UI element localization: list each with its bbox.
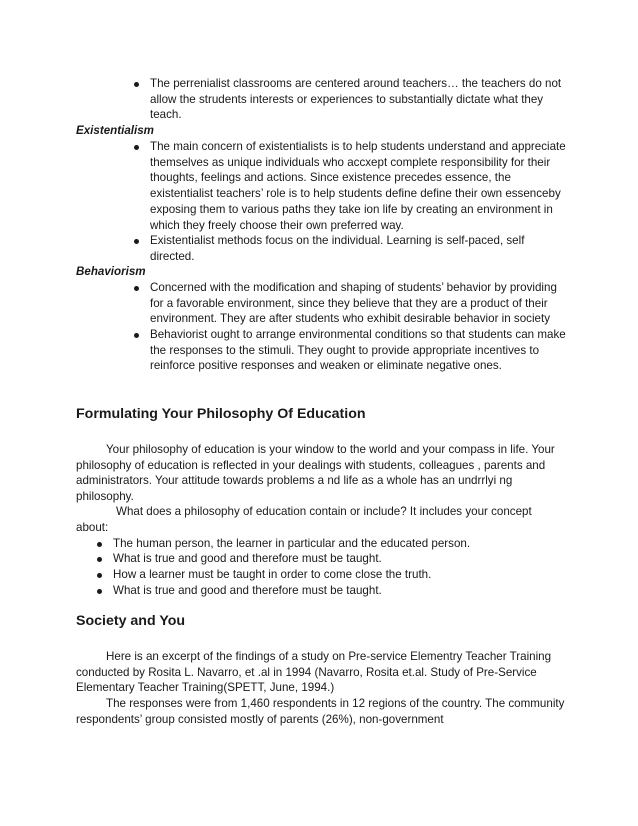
formulating-paragraph-2: What does a philosophy of education contain or include? It includes your concept about: — [76, 505, 532, 534]
formulating-bullet-4: What is true and good and therefore must be taught. — [113, 584, 382, 597]
bullet-dot — [134, 239, 139, 244]
behaviorism-bullet-2: Behaviorist ought to arrange environmental conditions so that students can make the responses to the stimuli. They ought to provide appropriate incentives to reinforce positive responses and weaken or eliminate negative ones. — [150, 328, 566, 373]
formulating-bullet-3: How a learner must be taught in order to come close the truth. — [113, 568, 432, 581]
society-paragraph-1: Here is an excerpt of the findings of a study on Pre-service Elementry Teacher Training conducted by Rosita L. Navarro, et .al in 1994 (Navarro, Rosita et.al. Study of Pre-Service Elementary Teacher Training(SPETT, June, 1994.) — [76, 650, 552, 695]
bullet-dot — [134, 82, 139, 87]
perrenialist-bullet-text: The perrenialist classrooms are centered around teachers… the teachers do not allow the strudents interests or experiences to substantially dictate what they teach. — [150, 77, 562, 122]
formulating-bullet-1: The human person, the learner in particular and the educated person. — [113, 537, 471, 550]
formulating-bullet-2: What is true and good and therefore must be taught. — [113, 552, 382, 565]
formulating-paragraph-1: Your philosophy of education is your window to the world and your compass in life. Your philosophy of education is reflected in your dealings with students, colleagues , parents and administrators. Your attitude towards problems a nd life as a whole has an undrrlyi ng philosophy. — [76, 443, 555, 504]
behaviorism-bullet-1: Concerned with the modification and shaping of students’ behavior by providing for a favorable environment, since they believe that they are a product of their environment. They are after students who exhibit desirable behavior in society — [150, 281, 557, 326]
formulating-heading: Formulating Your Philosophy Of Education — [76, 406, 366, 422]
behaviorism-label: Behaviorism — [76, 265, 146, 278]
society-heading: Society and You — [76, 613, 186, 629]
bullet-dot — [97, 589, 102, 594]
bullet-dot — [97, 557, 102, 562]
bullet-dot — [134, 333, 139, 338]
existentialism-label: Existentialism — [76, 124, 154, 137]
existentialism-bullet-1: The main concern of existentialists is to help students understand and appreciate themselves as unique individuals who accxept complete responsibility for their thoughts, feelings and actions. Since existence precedes essence, the existentialist teachers’ role is to help students define define their own essenceby exposing them to various paths they take ion life by creating an environment in which they freely choose their own preferred way. — [150, 140, 566, 232]
bullet-dot — [134, 286, 139, 291]
bullet-dot — [97, 542, 102, 547]
society-paragraph-2: The responses were from 1,460 respondents in 12 regions of the country. The community respondents’ group consisted mostly of parents (26%), non-government — [76, 697, 565, 726]
existentialism-bullet-2: Existentialist methods focus on the individual. Learning is self-paced, self directed. — [150, 234, 525, 263]
bullet-dot — [134, 145, 139, 150]
bullet-dot — [97, 573, 102, 578]
